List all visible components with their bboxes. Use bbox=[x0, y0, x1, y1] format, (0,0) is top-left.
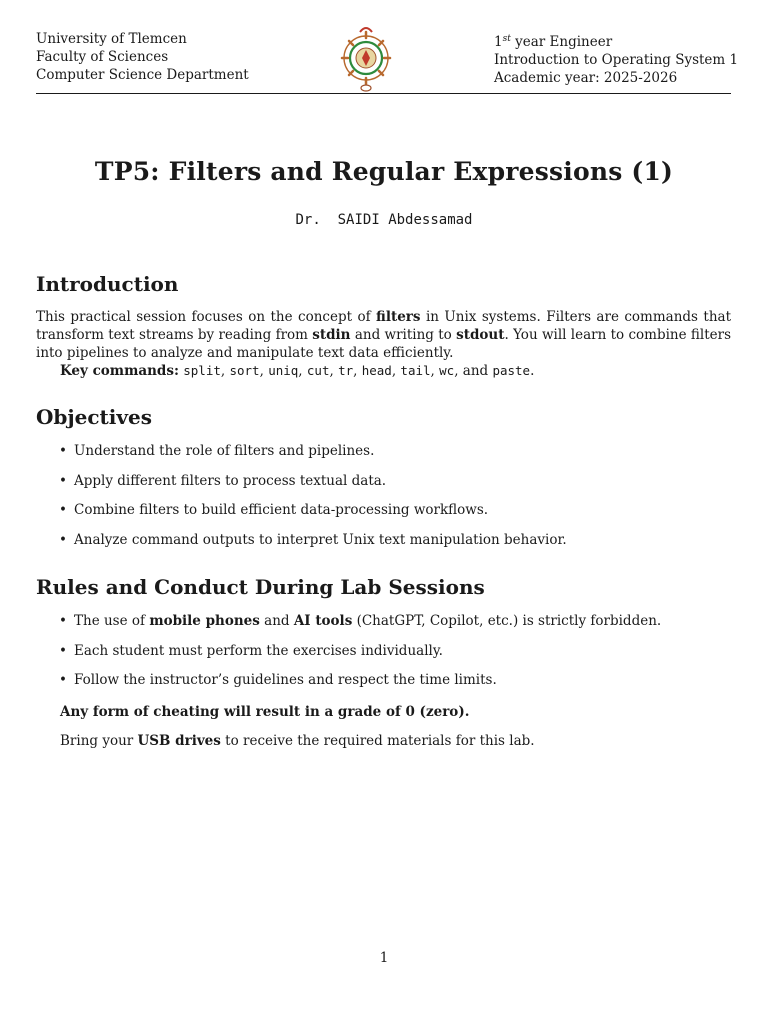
objectives-heading: Objectives bbox=[36, 405, 152, 429]
list-item: • Follow the instructor’s guidelines and respect the time limits. bbox=[56, 671, 726, 689]
course-name: Introduction to Operating System 1 bbox=[494, 52, 739, 68]
course-level: 1st year Engineer bbox=[494, 34, 613, 50]
document-title: TP5: Filters and Regular Expressions (1) bbox=[94, 157, 674, 186]
command-paste: paste bbox=[492, 363, 531, 378]
university-seal-icon bbox=[340, 22, 392, 94]
list-item: • Analyze command outputs to interpret Unix text manipulation behavior. bbox=[56, 531, 726, 549]
page-number: 1 bbox=[379, 950, 389, 966]
list-item: • Apply different filters to process textual data. bbox=[56, 472, 726, 490]
key-commands: Key commands: split, sort, uniq, cut, tr, head, tail, wc, and paste. bbox=[60, 363, 535, 379]
command-head: head bbox=[361, 363, 392, 378]
list-item: • The use of mobile phones and AI tools (ChatGPT, Copilot, etc.) is strictly forbidden. bbox=[56, 612, 726, 630]
objectives-list bbox=[56, 442, 726, 560]
faculty-name: Faculty of Sciences bbox=[36, 49, 169, 65]
header-right bbox=[494, 30, 738, 87]
rules-heading: Rules and Conduct During Lab Sessions bbox=[36, 575, 485, 599]
header-divider bbox=[36, 93, 731, 94]
academic-year: Academic year: 2025-2026 bbox=[494, 70, 678, 86]
header-left bbox=[36, 30, 249, 84]
usb-note: Bring your USB drives to receive the required materials for this lab. bbox=[60, 733, 535, 749]
author-name: Dr. SAIDI Abdessamad bbox=[295, 212, 473, 228]
introduction-heading: Introduction bbox=[36, 272, 179, 296]
introduction-paragraph: This practical session focuses on the concept of filters in Unix systems. Filters are commands that transform text streams by reading from stdin and writing to stdout. You will learn to combine filters into pipelines to analyze and manipulate text data efficiently. bbox=[36, 309, 732, 361]
rules-list bbox=[56, 612, 726, 701]
command-uniq: uniq bbox=[268, 363, 299, 378]
list-item: • Combine filters to build efficient data-processing workflows. bbox=[56, 501, 726, 519]
university-name: University of Tlemcen bbox=[36, 31, 187, 47]
command-list: split, sort, uniq, cut, tr, head, tail, wc, and paste. bbox=[183, 363, 535, 379]
command-tail: tail bbox=[400, 363, 431, 378]
command-wc: wc bbox=[439, 363, 455, 378]
command-tr: tr bbox=[338, 363, 354, 378]
department-name: Computer Science Department bbox=[36, 67, 249, 83]
list-item: • Each student must perform the exercises individually. bbox=[56, 642, 726, 660]
command-split: split bbox=[183, 363, 221, 378]
command-cut: cut bbox=[306, 363, 330, 378]
cheating-warning: Any form of cheating will result in a grade of 0 (zero). bbox=[60, 704, 470, 720]
page-header bbox=[0, 0, 768, 100]
list-item: • Understand the role of filters and pipelines. bbox=[56, 442, 726, 460]
command-sort: sort bbox=[229, 363, 260, 378]
